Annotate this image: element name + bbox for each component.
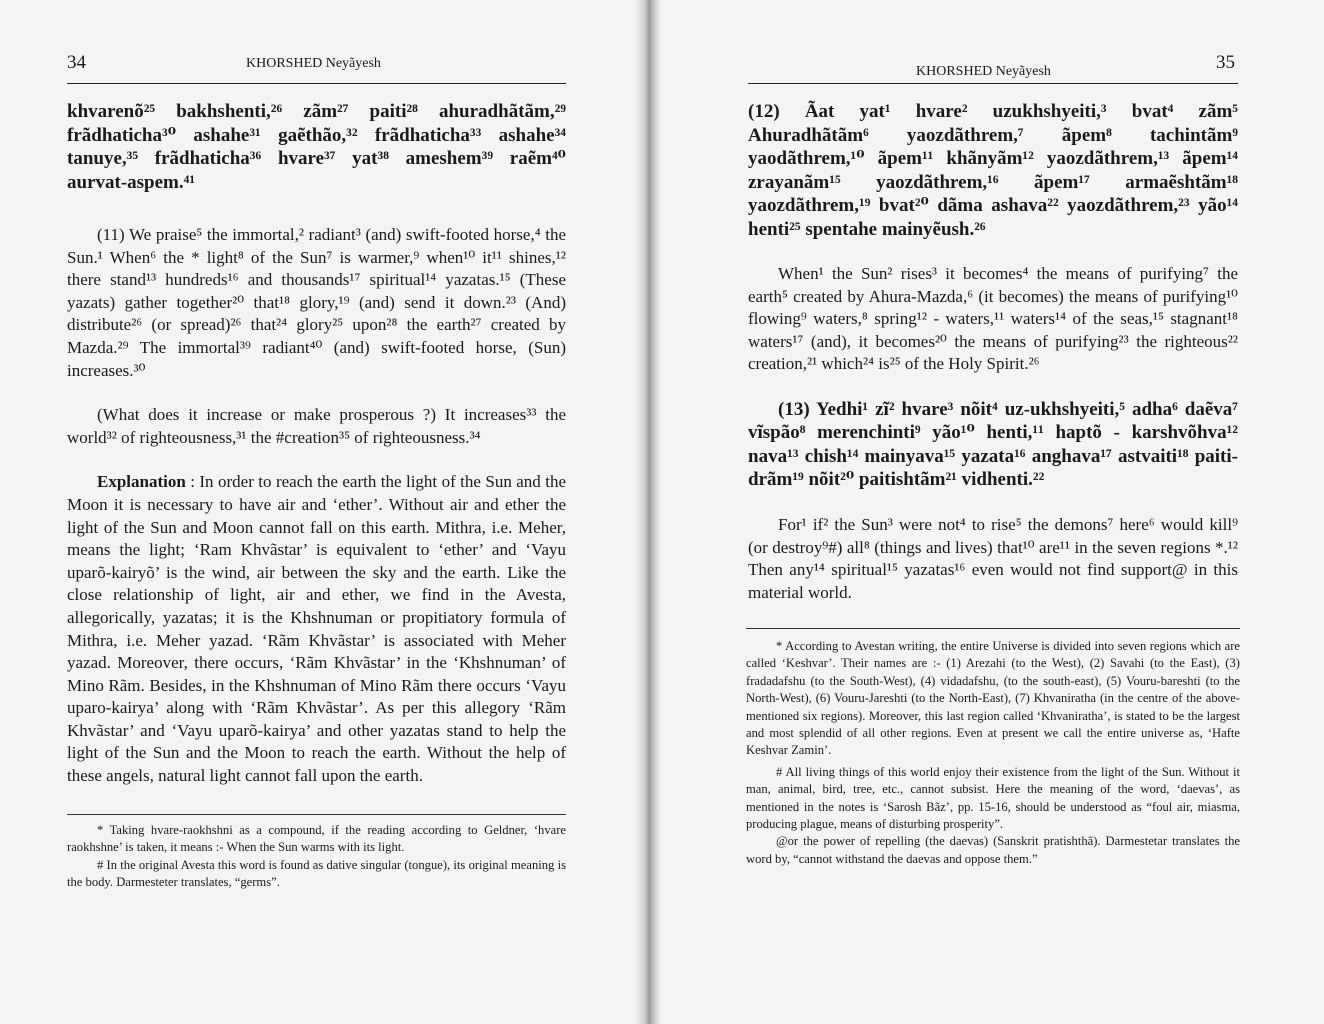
translation-12: When¹ the Sun² rises³ it becomes⁴ the means of purifying⁷ the earth⁵ created by Ahura-Mazda,⁶ (it becomes) the means of purifying¹⁰ flowing⁹ waters,⁸ spring¹² - waters,¹¹ waters¹⁴ of the seas,¹⁵ stagnant¹⁸ waters¹⁷ (and), it becomes²⁰ the means of purifying²³ the righteous²² creation,²¹ which²⁴ is²⁵ of the Holy Spirit.²⁶ [748, 264, 1238, 374]
right-footnote-2: # All living things of this world enjoy their existence from the light of the Sun. Without it man, animal, bird, tree, etc., cannot subsist. Here the meaning of the word, ‘daevas’, as mentioned in the notes is ‘Sarosh Bãz’, pp. 15-16, should be understood as “foul air, miasma, producing plague, means of disturbing prosperity”. [746, 764, 1240, 832]
right-footnote-rule [746, 628, 1240, 629]
translation-11: (11) We praise⁵ the immortal,² radiant³ (and) swift-footed horse,⁴ the Sun.¹ When⁶ the * light⁸ of the Sun⁷ is warmer,⁹ when¹⁰ it¹¹ shines,¹² there stand¹³ hundreds¹⁶ and thousands¹⁷ spiritual¹⁴ yazatas.¹⁵ (These yazats) gather together²⁰ that¹⁸ glory,¹⁹ (and) send it down.²³ (And) distribute²⁶ (or spread)²⁶ that²⁴ glory²⁵ upon²⁸ the earth²⁷ created by Mazda.²⁹ The immortal³⁹ radiant⁴⁰ (and) swift-footed horse, (Sun) increases.³⁰ [67, 225, 566, 380]
translation-13: For¹ if² the Sun³ were not⁴ to rise⁵ the demons⁷ here⁶ would kill⁹ (or destroy⁹#) all⁸ (things and lives) that¹⁰ are¹¹ in the seven regions *.¹² Then any¹⁴ spiritual¹⁵ yazatas¹⁶ even would not find support@ in this material world. [748, 514, 1238, 602]
right-body [748, 100, 1238, 604]
left-footnotes [67, 822, 566, 892]
avesta-verse-12: (12) Ãat yat¹ hvare² uzukhshyeiti,³ bvat⁴ zãm⁵ Ahuradhãtãm⁶ yaozdãthrem,⁷ ãpem⁸ tachintãm⁹ yaodãthrem,¹⁰ ãpem¹¹ khãnyãm¹² yaozdãthrem,¹³ ãpem¹⁴ zrayanãm¹⁵ yaozdãthrem,¹⁶ ãpem¹⁷ armaẽshtãm¹⁸ yaozdãthrem,¹⁹ bvat²⁰ dãma ashava²² yaozdãthrem,²³ yão¹⁴ henti²⁵ spentahe mainyẽush.²⁶ [748, 101, 1238, 240]
left-body [67, 100, 566, 788]
left-running-head: KHORSHED Neyãyesh [246, 56, 381, 71]
explanation-label: Explanation [97, 472, 186, 492]
left-footnote-1: * Taking hvare-raokhshni as a compound, if the reading according to Geldner, ‘hvare raokhshne’ is taken, it means :- When the Sun warms with its light. [67, 823, 566, 855]
left-footnote-rule [67, 814, 566, 815]
right-running-head: KHORSHED Neyãyesh [916, 64, 1051, 79]
right-page-number: 35 [1216, 52, 1235, 73]
left-page [0, 0, 640, 1024]
avesta-verse-11-end: khvarenõ²⁵ bakhshenti,²⁶ zãm²⁷ paiti²⁸ ahuradhãtãm,²⁹ frãdhaticha³⁰ ashahe³¹ gaẽthão,³² frãdhaticha³³ ashahe³⁴ tanuye,³⁵ frãdhaticha³⁶ hvare³⁷ yat³⁸ ameshem³⁹ raẽm⁴⁰ aurvat-aspem.⁴¹ [67, 101, 566, 193]
explanation-text: : In order to reach the earth the light of the Sun and the Moon it is necessary to have air and ‘ether’. Without air and ether the light of the Sun and Moon cannot fall on this earth. Mithra, i.e. Meher, means the light; ‘Ram Khvãstar’ is equivalent to ‘ether’ and ‘Vayu uparõ-kairyõ’ is the wind, air between the sky and the earth. Like the close relationship of light, air and ether, we find in the Avesta, allegorically, yazatas; it is the Khshnuman or propitiatory formula of Mithra, i.e. Meher yazad. ‘Rãm Khvãstar’ is associated with Meher yazad. Moreover, there occurs, ‘Rãm Khvãstar’ in the ‘Khshnuman’ of Mino Rãm. Besides, in the Khshnuman of Mino Rãm there occurs ‘Vayu uparo-kairya’ along with ‘Rãm Khvãstar’. As per this allegory ‘Rãm Khvãstar’ and ‘Vayu uparõ-kairya’ and other yazatas stand to help the light of the Sun and the Moon to reach the earth. Without the help of these angels, natural light cannot fall upon the earth. [67, 472, 566, 786]
translation-question: (What does it increase or make prosperous ?) It increases³³ the world³² of righteousness,³¹ the #creation³⁵ of righteousness.³⁴ [67, 405, 566, 447]
left-page-number: 34 [67, 52, 86, 73]
right-footnotes [746, 638, 1240, 868]
explanation-paragraph [67, 471, 566, 787]
right-footnote-3: @or the power of repelling (the daevas) (Sanskrit pratishthã). Darmestetar translates the word by, “cannot withstand the daevas and oppose them.” [746, 834, 1240, 866]
avesta-verse-13: (13) Yedhi¹ zĩ² hvare³ nõit⁴ uz-ukhshyeiti,⁵ adha⁶ daẽva⁷ vĩspão⁸ merenchinti⁹ yão¹⁰ henti,¹¹ haptõ - karshvõhva¹² nava¹³ chish¹⁴ mainyava¹⁵ yazata¹⁶ anghava¹⁷ astvaiti¹⁸ paiti-drãm¹⁹ nõit²⁰ paitishtãm²¹ vidhenti.²² [748, 398, 1238, 491]
right-page [660, 0, 1324, 1024]
left-header-rule [67, 83, 566, 84]
right-footnote-1: * According to Avestan writing, the entire Universe is divided into seven regions which are called ‘Keshvar’. Their names are :- (1) Arezahi (to the West), (2) Savahi (to the East), (3) fradadafshu (to the South-West), (4) vidadafshu, (to the south-east), (5) Vouru-bareshti (to the North-West), (6) Vouru-Jareshti (to the North-East), (7) Khvaniratha (in the centre of the above-mentioned six regions). Moreover, this last region called ‘Khvaniratha’, is stated to be the largest and most splendid of all other regions. Even at present we call the entire universe as, ‘Hafte Keshvar Zamin’. [746, 639, 1240, 758]
left-footnote-2: # In the original Avesta this word is found as dative singular (tongue), its original meaning is the body. Darmesteter translates, “germs”. [67, 857, 566, 890]
right-header-rule [748, 83, 1238, 84]
